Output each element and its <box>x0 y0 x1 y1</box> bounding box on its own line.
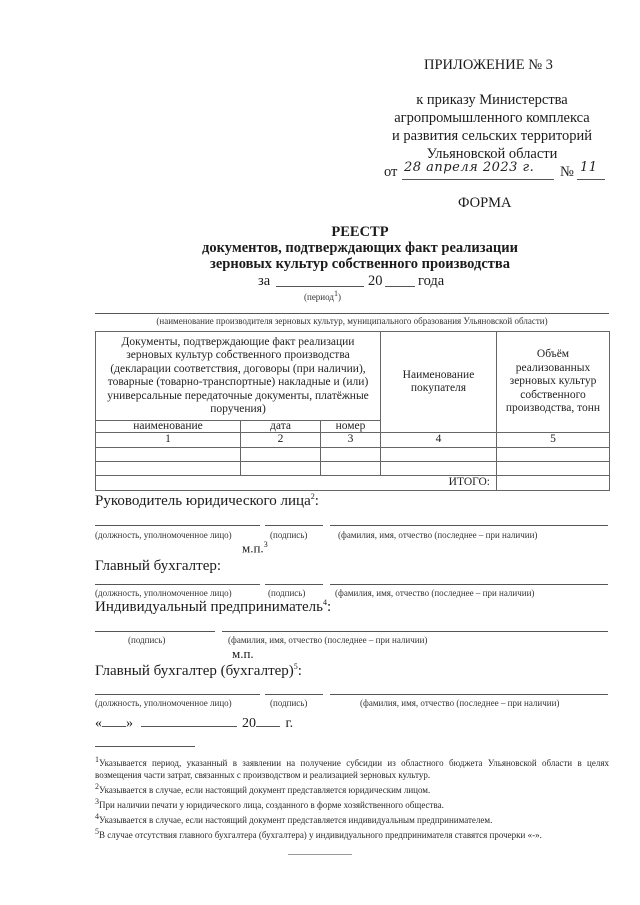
head-label-colon: : <box>314 493 319 509</box>
footnote-3-text: При наличии печати у юридического лица, созданного в форме хозяйственного общества. <box>99 800 444 810</box>
table-cell[interactable] <box>497 462 610 476</box>
chief-position-line[interactable] <box>95 584 260 585</box>
head-label-sup: 2 <box>310 492 315 501</box>
register-subtitle-1: документов, подтверждающих факт реализации <box>202 240 518 256</box>
appendix-line-3: и развития сельских территорий <box>391 128 592 144</box>
period-prefix: за <box>258 273 271 289</box>
date-day-blank[interactable] <box>102 726 126 727</box>
footnote-4-mark: 4 <box>95 812 99 821</box>
table-row <box>96 448 610 462</box>
footnote-2-mark: 2 <box>95 782 99 791</box>
table-cell[interactable] <box>241 462 321 476</box>
producer-line <box>95 313 609 314</box>
chief-fio-caption: (фамилия, имя, отчество (последнее – при наличии) <box>335 588 535 598</box>
head-stamp <box>242 540 268 556</box>
total-label: ИТОГО: <box>96 476 497 491</box>
date-open-quote: « <box>95 716 102 731</box>
footnote-2-text: Указывается в случае, если настоящий документ представляется юридическим лицом. <box>99 785 431 795</box>
ip-stamp: м.п. <box>232 646 254 661</box>
appendix-number-line <box>577 179 605 180</box>
head-position-caption: (должность, уполномоченное лицо) <box>95 530 232 540</box>
head-fio-line[interactable] <box>330 525 608 526</box>
table-header-row <box>96 332 610 421</box>
ip-label-text: Индивидуальный предприниматель <box>95 599 323 615</box>
head-sign-caption: (подпись) <box>270 530 308 540</box>
chief2-fio-line[interactable] <box>330 694 608 695</box>
date-year-blank[interactable] <box>256 726 280 727</box>
table-cell[interactable] <box>381 448 497 462</box>
period-caption-sup: 1 <box>333 289 338 298</box>
footnotes <box>95 754 609 841</box>
period-line <box>276 286 364 287</box>
footnote-1-text: Указывается период, указанный в заявлении на получение субсидии из областного бюджета Ульяновской области в целях возмещения части затрат, связанных с производством и реализацией зерновых культур. <box>95 758 609 780</box>
footnote-5-mark: 5 <box>95 827 99 836</box>
chief2-fio-caption: (фамилия, имя, отчество (последнее – при наличии) <box>360 698 560 708</box>
table-number-row <box>96 433 610 448</box>
register-title: РЕЕСТР <box>331 224 389 240</box>
ip-sign-line[interactable] <box>95 631 215 632</box>
col-number-2: 2 <box>241 433 321 448</box>
appendix-title: ПРИЛОЖЕНИЕ № 3 <box>424 57 553 73</box>
footnote-2 <box>95 781 609 796</box>
chief-accountant-label: Главный бухгалтер: <box>95 558 222 574</box>
footnote-1-mark: 1 <box>95 755 99 764</box>
chief-fio-line[interactable] <box>330 584 608 585</box>
chief-sign-line[interactable] <box>265 584 323 585</box>
footnote-separator <box>95 746 195 747</box>
bottom-divider <box>288 854 352 855</box>
appendix-number-handwritten: 11 <box>580 160 598 175</box>
ip-label-sup: 4 <box>323 598 327 607</box>
ip-fio-caption: (фамилия, имя, отчество (последнее – при наличии) <box>228 635 428 645</box>
form-label: ФОРМА <box>458 195 512 211</box>
chief-sign-caption: (подпись) <box>268 588 306 598</box>
period-suffix: года <box>418 273 445 289</box>
period-caption-text: (период <box>304 292 334 302</box>
head-label-text: Руководитель юридического лица <box>95 493 311 509</box>
date-close-quote: » <box>126 716 133 731</box>
table-cell[interactable] <box>497 448 610 462</box>
appendix-number-prefix: № <box>560 164 574 180</box>
table-cell[interactable] <box>96 448 241 462</box>
period-year-line <box>385 286 415 287</box>
date-year-suffix: г. <box>285 716 294 731</box>
footnote-5-text: В случае отсутствия главного бухгалтера (бухгалтера) у индивидуального предпринимателя ставятся прочерки «-». <box>99 830 542 840</box>
col-number-4: 4 <box>381 433 497 448</box>
chief2-position-caption: (должность, уполномоченное лицо) <box>95 698 232 708</box>
date-month-blank[interactable] <box>141 726 237 727</box>
table-cell[interactable] <box>321 448 381 462</box>
footnote-5 <box>95 826 609 841</box>
subheader-date: дата <box>241 421 321 433</box>
appendix-date-line <box>402 179 554 180</box>
buyer-header: Наименование покупателя <box>381 332 497 433</box>
col-number-5: 5 <box>497 433 610 448</box>
docs-header: Документы, подтверждающие факт реализации зерновых культур собственного производства (декларации соответствия, договоры (при наличии), товарные (товарно-транспортные) накладные и (или) универсальные передаточные документы, платёжные поручения) <box>96 332 381 421</box>
footnote-4 <box>95 811 609 826</box>
chief-accountant2-label <box>95 662 302 680</box>
footnote-4-text: Указывается в случае, если настоящий документ представляется индивидуальным предпринимателем. <box>99 815 493 825</box>
register-table <box>95 331 610 491</box>
appendix-line-4: Ульяновской области <box>426 146 558 162</box>
appendix-line-1: к приказу Министерства <box>416 92 568 108</box>
signature-date <box>95 716 293 732</box>
head-signature-label <box>95 492 319 510</box>
chief-acc2-label-sup: 5 <box>293 662 298 671</box>
ip-sign-caption: (подпись) <box>128 635 166 645</box>
register-subtitle-2: зерновых культур собственного производства <box>210 256 510 272</box>
head-sign-line[interactable] <box>265 525 323 526</box>
head-stamp-text: м.п. <box>242 540 264 556</box>
chief2-sign-caption: (подпись) <box>270 698 308 708</box>
period-caption-end: ) <box>337 292 341 302</box>
ip-fio-line[interactable] <box>222 631 608 632</box>
table-cell[interactable] <box>321 462 381 476</box>
chief-acc2-label-colon: : <box>297 663 302 679</box>
table-cell[interactable] <box>96 462 241 476</box>
subheader-number: номер <box>321 421 381 433</box>
col-number-3: 3 <box>321 433 381 448</box>
footnote-3 <box>95 796 609 811</box>
footnote-3-mark: 3 <box>95 797 99 806</box>
appendix-date-prefix: от <box>384 164 398 180</box>
head-position-line[interactable] <box>95 525 260 526</box>
head-fio-caption: (фамилия, имя, отчество (последнее – при наличии) <box>338 530 538 540</box>
chief-position-caption: (должность, уполномоченное лицо) <box>95 588 232 598</box>
period-year-prefix: 20 <box>368 273 383 289</box>
table-total-row <box>96 476 610 491</box>
producer-caption: (наименование производителя зерновых культур, муниципального образования Ульяновской области) <box>156 316 548 326</box>
appendix-line-2: агропромышленного комплекса <box>394 110 590 126</box>
chief2-sign-line[interactable] <box>265 694 323 695</box>
appendix-date-handwritten: 28 апреля 2023 г. <box>404 160 535 175</box>
footnote-1 <box>95 754 609 781</box>
ip-signature-label <box>95 598 331 616</box>
subheader-name: наименование <box>96 421 241 433</box>
table-row <box>96 462 610 476</box>
col-number-1: 1 <box>96 433 241 448</box>
chief-acc2-label-text: Главный бухгалтер (бухгалтер) <box>95 663 294 679</box>
period-caption <box>304 289 341 302</box>
volume-header: Объём реализованных зерновых культур собственного производства, тонн <box>497 332 610 433</box>
head-stamp-sup: 3 <box>263 540 268 549</box>
table-cell[interactable] <box>381 462 497 476</box>
total-value[interactable] <box>497 476 610 491</box>
chief2-position-line[interactable] <box>95 694 260 695</box>
date-year-prefix: 20 <box>242 716 256 731</box>
table-cell[interactable] <box>241 448 321 462</box>
ip-label-colon: : <box>327 599 332 615</box>
